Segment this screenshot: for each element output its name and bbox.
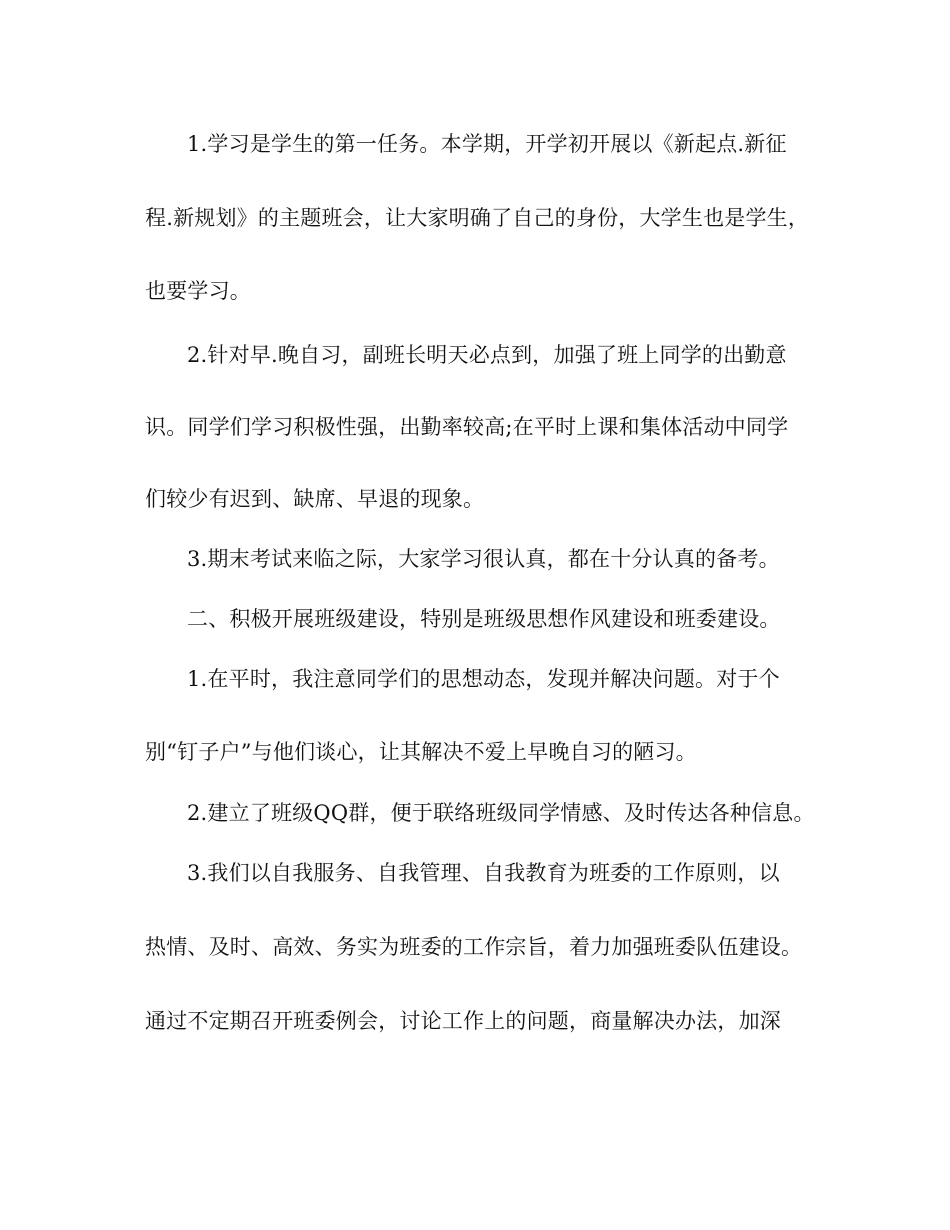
paragraph-line: 2.针对早.晚自习，副班长明天必点到，加强了班上同学的出勤意 <box>187 343 787 367</box>
paragraph-line: 识。同学们学习积极性强，出勤率较高;在平时上课和集体活动中同学 <box>145 415 789 439</box>
paragraph-line: 1.在平时，我注意同学们的思想动态，发现并解决问题。对于个 <box>187 667 780 691</box>
paragraph-line: 程.新规划》的主题班会，让大家明确了自己的身份，大学生也是学生， <box>145 206 810 230</box>
paragraph-line: 别“钉子户”与他们谈心，让其解决不爱上早晚自习的陋习。 <box>145 740 697 764</box>
paragraph-line: 3.期末考试来临之际，大家学习很认真，都在十分认真的备考。 <box>187 547 780 571</box>
paragraph-line: 也要学习。 <box>145 279 251 303</box>
paragraph-line: 通过不定期召开班委例会，讨论工作上的问题，商量解决办法，加深 <box>145 1009 781 1033</box>
paragraph-line: 们较少有迟到、缺席、早退的现象。 <box>145 487 485 511</box>
paragraph-line: 3.我们以自我服务、自我管理、自我教育为班委的工作原则，以 <box>187 861 780 885</box>
section-heading: 二、积极开展班级建设，特别是班级思想作风建设和班委建设。 <box>187 607 781 631</box>
paragraph-line: 2.建立了班级QQ群，便于联络班级同学情感、及时传达各种信息。 <box>187 801 815 825</box>
paragraph-line: 热情、及时、高效、务实为班委的工作宗旨，着力加强班委队伍建设。 <box>145 935 803 959</box>
paragraph-line: 1.学习是学生的第一任务。本学期，开学初开展以《新起点.新征 <box>187 132 787 156</box>
